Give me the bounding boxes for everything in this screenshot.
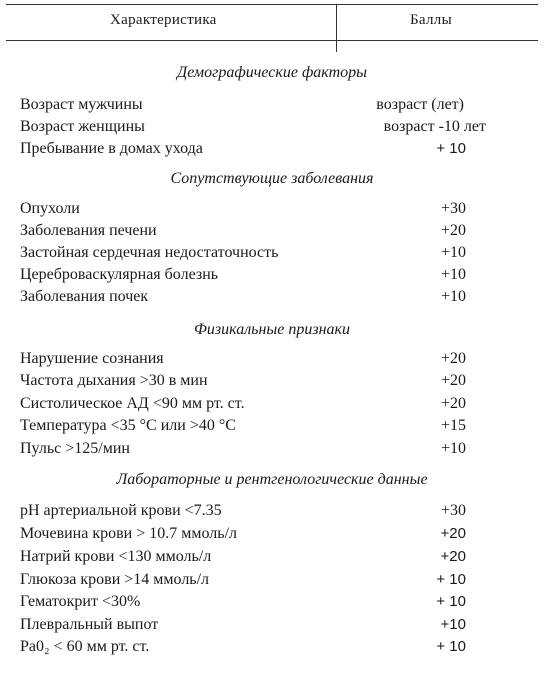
row-points: +20 [440, 548, 466, 565]
row-name: Температура <35 °С или >40 °С [20, 417, 236, 434]
row-points: +10 [440, 244, 466, 261]
row-points: возраст -10 лет [383, 118, 486, 135]
row-name: Опухоли [20, 200, 80, 217]
row-points: + 10 [436, 593, 466, 610]
row-points: + 10 [436, 140, 466, 157]
row-name: Глюкоза крови >14 ммоль/л [20, 571, 210, 588]
row-name: Возраст женщины [20, 118, 145, 135]
table-row [0, 266, 544, 288]
row-name: Возраст мужчины [20, 96, 143, 113]
row-name: Плевральный выпот [20, 616, 159, 633]
row-name: Систолическое АД <90 мм рт. ст. [20, 395, 245, 412]
row-name: Частота дыхания >30 в мин [20, 372, 208, 389]
section-title-demographics: Демографические факторы [177, 64, 367, 81]
row-points: +20 [440, 372, 466, 389]
row-name: Цереброваскулярная болезнь [20, 266, 219, 283]
section-title-comorbidities: Сопутствующие заболевания [170, 170, 374, 187]
header-characteristic: Характеристика [110, 12, 217, 28]
table-row [0, 96, 544, 118]
table-top-rule [6, 4, 538, 5]
row-points: + 10 [436, 571, 466, 588]
table-row [0, 548, 544, 570]
table-row [0, 440, 544, 462]
table-row [0, 417, 544, 439]
row-points: +20 [440, 350, 466, 367]
row-points: +10 [440, 616, 466, 633]
row-name: Заболевания печени [20, 222, 157, 239]
row-points: +20 [440, 222, 466, 239]
row-name: Мочевина крови > 10.7 ммоль/л [20, 525, 238, 542]
table-row [0, 593, 544, 615]
table-row [0, 571, 544, 593]
table-row [0, 395, 544, 417]
row-name: Заболевания почек [20, 288, 149, 305]
table-row [0, 244, 544, 266]
table-row [0, 140, 544, 162]
table-row [0, 502, 544, 524]
row-points: +30 [440, 200, 466, 217]
table-row [0, 288, 544, 310]
row-name: Застойная сердечная недостаточность [20, 244, 279, 261]
row-name: Нарушение сознания [20, 350, 164, 367]
row-points: +10 [440, 288, 466, 305]
table-row [0, 525, 544, 547]
table-row [0, 350, 544, 372]
header-points: Баллы [410, 12, 452, 28]
row-points: +20 [440, 395, 466, 412]
row-name: pH артериальной крови <7.35 [20, 502, 222, 519]
row-points: +20 [440, 525, 466, 542]
header-column-divider [336, 4, 337, 52]
section-title-lab-xray: Лабораторные и рентгенологические данные [116, 471, 428, 488]
row-name: Пребывание в домах ухода [20, 140, 203, 157]
row-points: +30 [440, 502, 466, 519]
row-points: +10 [440, 266, 466, 283]
row-name: Пульс >125/мин [20, 440, 130, 457]
table-row [0, 222, 544, 244]
table-row [0, 372, 544, 394]
row-points: +10 [440, 440, 466, 457]
row-name: Pa0₂ < 60 мм рт. ст. [20, 638, 150, 655]
row-points: +15 [440, 417, 466, 434]
row-name: Гематокрит <30% [20, 593, 141, 610]
header-bottom-rule [6, 40, 538, 41]
table-row [0, 638, 544, 660]
table-row [0, 616, 544, 638]
row-points: + 10 [436, 638, 466, 655]
table-row [0, 200, 544, 222]
section-title-physical-signs: Физикальные признаки [194, 321, 350, 338]
row-name: Натрий крови <130 ммоль/л [20, 548, 212, 565]
table-row [0, 118, 544, 140]
row-points: возраст (лет) [376, 96, 464, 113]
